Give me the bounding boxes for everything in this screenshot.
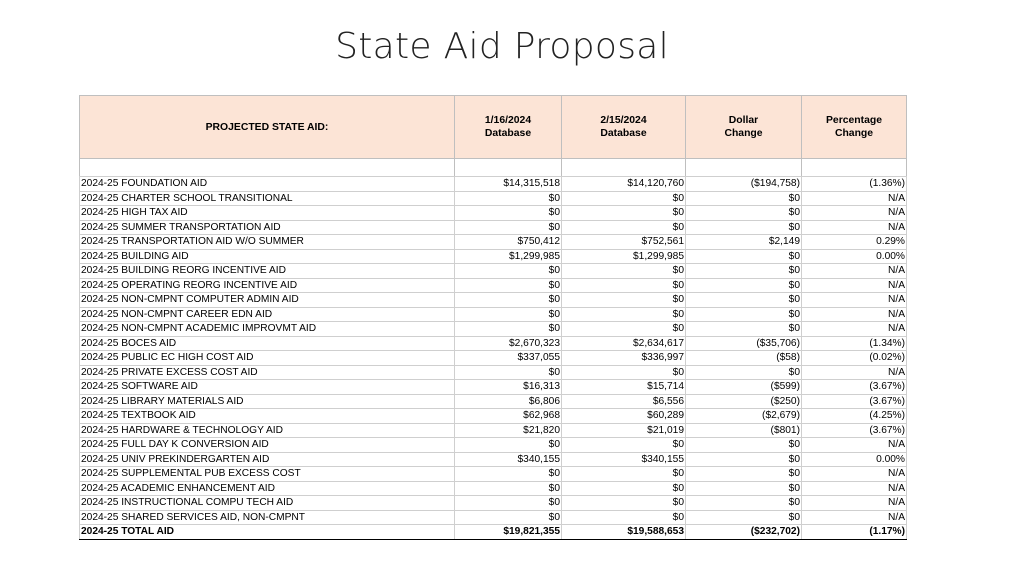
dollar-change: ($58)	[686, 351, 802, 366]
header-jan-line2: Database	[484, 128, 532, 139]
jan-value: $0	[455, 293, 562, 308]
dollar-change: $0	[686, 264, 802, 279]
table-row	[80, 452, 907, 467]
dollar-change: ($801)	[686, 423, 802, 438]
pct-change: N/A	[802, 264, 907, 279]
dollar-change: $0	[686, 438, 802, 453]
total-dollar-change: ($232,702)	[686, 525, 802, 540]
pct-change: 0.00%	[802, 249, 907, 264]
dollar-change: $2,149	[686, 235, 802, 250]
aid-name: 2024-25 BOCES AID	[80, 336, 455, 351]
dollar-change: $0	[686, 452, 802, 467]
table-row	[80, 220, 907, 235]
table-row	[80, 191, 907, 206]
pct-change: N/A	[802, 365, 907, 380]
aid-name: 2024-25 PRIVATE EXCESS COST AID	[80, 365, 455, 380]
aid-name: 2024-25 NON-CMPNT CAREER EDN AID	[80, 307, 455, 322]
table-row	[80, 278, 907, 293]
feb-value: $2,634,617	[562, 336, 686, 351]
table-row	[80, 365, 907, 380]
jan-value: $6,806	[455, 394, 562, 409]
table-row	[80, 293, 907, 308]
jan-value: $0	[455, 438, 562, 453]
pct-change: (3.67%)	[802, 423, 907, 438]
jan-value: $0	[455, 264, 562, 279]
aid-name: 2024-25 TRANSPORTATION AID W/O SUMMER	[80, 235, 455, 250]
feb-value: $0	[562, 293, 686, 308]
header-feb-line1: 2/15/2024	[600, 115, 647, 126]
jan-value: $14,315,518	[455, 177, 562, 192]
jan-value: $0	[455, 278, 562, 293]
table-row	[80, 322, 907, 337]
pct-change: N/A	[802, 278, 907, 293]
spacer-cell	[562, 159, 686, 177]
aid-name: 2024-25 CHARTER SCHOOL TRANSITIONAL	[80, 191, 455, 206]
pct-change: N/A	[802, 481, 907, 496]
jan-value: $1,299,985	[455, 249, 562, 264]
table-row	[80, 206, 907, 221]
table-row	[80, 394, 907, 409]
dollar-change: $0	[686, 191, 802, 206]
feb-value: $0	[562, 278, 686, 293]
spacer-cell	[802, 159, 907, 177]
state-aid-table	[79, 95, 907, 540]
feb-value: $60,289	[562, 409, 686, 424]
feb-value: $0	[562, 467, 686, 482]
aid-name: 2024-25 FOUNDATION AID	[80, 177, 455, 192]
dollar-change: $0	[686, 496, 802, 511]
jan-value: $0	[455, 510, 562, 525]
table-row	[80, 307, 907, 322]
pct-change: N/A	[802, 438, 907, 453]
pct-change: N/A	[802, 307, 907, 322]
jan-value: $2,670,323	[455, 336, 562, 351]
total-jan-value: $19,821,355	[455, 525, 562, 540]
aid-name: 2024-25 UNIV PREKINDERGARTEN AID	[80, 452, 455, 467]
feb-value: $0	[562, 365, 686, 380]
jan-value: $0	[455, 206, 562, 221]
aid-name: 2024-25 LIBRARY MATERIALS AID	[80, 394, 455, 409]
pct-change: N/A	[802, 191, 907, 206]
dollar-change: ($599)	[686, 380, 802, 395]
feb-value: $340,155	[562, 452, 686, 467]
total-row	[80, 525, 907, 540]
table-row	[80, 249, 907, 264]
dollar-change: $0	[686, 249, 802, 264]
dollar-change: $0	[686, 510, 802, 525]
dollar-change: ($250)	[686, 394, 802, 409]
pct-change: N/A	[802, 220, 907, 235]
feb-value: $752,561	[562, 235, 686, 250]
feb-value: $0	[562, 322, 686, 337]
pct-change: 0.00%	[802, 452, 907, 467]
feb-value: $336,997	[562, 351, 686, 366]
aid-name: 2024-25 INSTRUCTIONAL COMPU TECH AID	[80, 496, 455, 511]
pct-change: (3.67%)	[802, 394, 907, 409]
aid-name: 2024-25 SHARED SERVICES AID, NON-CMPNT	[80, 510, 455, 525]
table-row	[80, 336, 907, 351]
jan-value: $0	[455, 496, 562, 511]
jan-value: $0	[455, 307, 562, 322]
table-header	[80, 96, 907, 159]
feb-value: $15,714	[562, 380, 686, 395]
feb-value: $6,556	[562, 394, 686, 409]
table-row	[80, 177, 907, 192]
dollar-change: $0	[686, 206, 802, 221]
table-body	[80, 159, 907, 540]
header-projected-state-aid: PROJECTED STATE AID:	[80, 96, 455, 159]
feb-value: $14,120,760	[562, 177, 686, 192]
dollar-change: $0	[686, 220, 802, 235]
jan-value: $0	[455, 220, 562, 235]
feb-value: $0	[562, 264, 686, 279]
dollar-change: $0	[686, 307, 802, 322]
jan-value: $16,313	[455, 380, 562, 395]
table-row	[80, 467, 907, 482]
dollar-change: ($2,679)	[686, 409, 802, 424]
aid-name: 2024-25 BUILDING AID	[80, 249, 455, 264]
aid-name: 2024-25 FULL DAY K CONVERSION AID	[80, 438, 455, 453]
table-row	[80, 496, 907, 511]
total-pct-change: (1.17%)	[802, 525, 907, 540]
dollar-change: $0	[686, 293, 802, 308]
slide-title: State Aid Proposal	[335, 26, 669, 67]
jan-value: $750,412	[455, 235, 562, 250]
pct-change: N/A	[802, 510, 907, 525]
table-row	[80, 409, 907, 424]
table-row	[80, 510, 907, 525]
jan-value: $0	[455, 467, 562, 482]
dollar-change: $0	[686, 365, 802, 380]
feb-value: $0	[562, 496, 686, 511]
aid-name: 2024-25 PUBLIC EC HIGH COST AID	[80, 351, 455, 366]
pct-change: (1.36%)	[802, 177, 907, 192]
aid-name: 2024-25 HIGH TAX AID	[80, 206, 455, 221]
aid-name: 2024-25 ACADEMIC ENHANCEMENT AID	[80, 481, 455, 496]
spacer-cell	[686, 159, 802, 177]
feb-value: $0	[562, 438, 686, 453]
spacer-cell	[455, 159, 562, 177]
pct-change: (4.25%)	[802, 409, 907, 424]
table-row	[80, 438, 907, 453]
table-row	[80, 380, 907, 395]
pct-change: N/A	[802, 206, 907, 221]
total-aid-name: 2024-25 TOTAL AID	[80, 525, 455, 540]
feb-value: $0	[562, 220, 686, 235]
aid-name: 2024-25 NON-CMPNT ACADEMIC IMPROVMT AID	[80, 322, 455, 337]
dollar-change: $0	[686, 467, 802, 482]
header-dollar-change	[686, 96, 802, 159]
pct-change: N/A	[802, 496, 907, 511]
jan-value: $0	[455, 481, 562, 496]
table-row	[80, 423, 907, 438]
dollar-change: $0	[686, 322, 802, 337]
jan-value: $337,055	[455, 351, 562, 366]
jan-value: $21,820	[455, 423, 562, 438]
table-row	[80, 481, 907, 496]
dollar-change: ($194,758)	[686, 177, 802, 192]
pct-change: 0.29%	[802, 235, 907, 250]
pct-change: (3.67%)	[802, 380, 907, 395]
aid-name: 2024-25 NON-CMPNT COMPUTER ADMIN AID	[80, 293, 455, 308]
aid-name: 2024-25 SUMMER TRANSPORTATION AID	[80, 220, 455, 235]
header-feb-database	[562, 96, 686, 159]
table-row	[80, 264, 907, 279]
pct-change: N/A	[802, 467, 907, 482]
header-feb-line2: Database	[600, 128, 647, 139]
feb-value: $0	[562, 206, 686, 221]
feb-value: $0	[562, 191, 686, 206]
jan-value: $0	[455, 365, 562, 380]
pct-change: (1.34%)	[802, 336, 907, 351]
feb-value: $1,299,985	[562, 249, 686, 264]
header-dollar-line2: Change	[724, 128, 763, 139]
table-row	[80, 351, 907, 366]
dollar-change: ($35,706)	[686, 336, 802, 351]
dollar-change: $0	[686, 278, 802, 293]
aid-name: 2024-25 SOFTWARE AID	[80, 380, 455, 395]
jan-value: $62,968	[455, 409, 562, 424]
feb-value: $0	[562, 510, 686, 525]
jan-value: $340,155	[455, 452, 562, 467]
header-pct-line1: Percentage	[825, 115, 883, 126]
feb-value: $0	[562, 307, 686, 322]
aid-name: 2024-25 SUPPLEMENTAL PUB EXCESS COST	[80, 467, 455, 482]
header-jan-line1: 1/16/2024	[484, 115, 532, 126]
pct-change: N/A	[802, 293, 907, 308]
feb-value: $21,019	[562, 423, 686, 438]
aid-name: 2024-25 HARDWARE & TECHNOLOGY AID	[80, 423, 455, 438]
pct-change: N/A	[802, 322, 907, 337]
spacer-row	[80, 159, 907, 177]
header-pct-line2: Change	[834, 128, 874, 139]
jan-value: $0	[455, 191, 562, 206]
pct-change: (0.02%)	[802, 351, 907, 366]
feb-value: $0	[562, 481, 686, 496]
spacer-cell	[80, 159, 455, 177]
header-jan-database	[455, 96, 562, 159]
aid-name: 2024-25 BUILDING REORG INCENTIVE AID	[80, 264, 455, 279]
table-row	[80, 235, 907, 250]
dollar-change: $0	[686, 481, 802, 496]
aid-name: 2024-25 OPERATING REORG INCENTIVE AID	[80, 278, 455, 293]
jan-value: $0	[455, 322, 562, 337]
total-feb-value: $19,588,653	[562, 525, 686, 540]
header-percentage-change	[802, 96, 907, 159]
header-dollar-line1: Dollar	[728, 115, 759, 126]
aid-name: 2024-25 TEXTBOOK AID	[80, 409, 455, 424]
